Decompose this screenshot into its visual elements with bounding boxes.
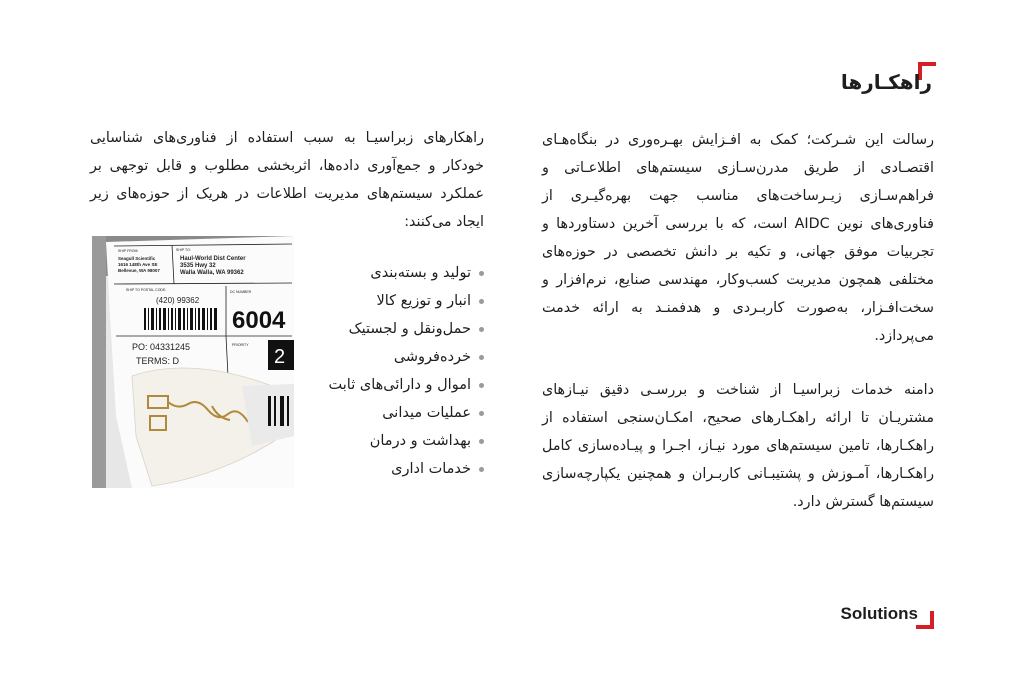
bullet-icon [479, 271, 484, 276]
bullet-icon [479, 327, 484, 332]
from-name: Seagull Scientific [118, 256, 156, 261]
to-addr2: Walla Walla, WA 99362 [180, 270, 244, 276]
ship-from-label: SHIP FROM: [118, 249, 139, 253]
dc-number: 6004 [232, 307, 286, 334]
to-addr1: 3535 Hwy 32 [180, 263, 216, 269]
from-addr1: 1616 148th Ave SE [118, 262, 158, 267]
to-name: Haul-World Dist Center [180, 256, 246, 262]
list-item: حمل‌ونقل و لجستیک [329, 315, 484, 343]
po-number: PO: 04331245 [132, 342, 191, 352]
application-areas-list [329, 259, 484, 483]
bullet-icon [479, 467, 484, 472]
bullet-icon [479, 439, 484, 444]
ship-to-label: SHIP TO: [176, 248, 191, 252]
bullet-icon [479, 383, 484, 388]
footer-title: Solutions [840, 604, 918, 623]
page-title: راهکـارها [840, 70, 932, 94]
services-paragraph: دامنه خدمات زبراسیـا از شناخت و بررسـی دقیق نیـازهای مشتریـان تا ارائه راهکـارهای صحیح، امکـان‌سنجی استفاده از راهکـارها، تامین سیستم‌های مورد نیـاز، اجـرا و پیـاده‌سازی کامل راهکـارها، آمـوزش و پشتیبـانی کاربـران و همچنین یکپارچه‌سازی سیستم‌ها گسترش دارد. [542, 382, 934, 510]
list-item: تولید و بسته‌بندی [329, 259, 484, 287]
list-item: خدمات اداری [329, 455, 484, 483]
list-item: عملیات میدانی [329, 399, 484, 427]
dc-label: DC NUMBER [230, 290, 252, 294]
mission-section [542, 126, 934, 516]
bullet-icon [479, 299, 484, 304]
list-item: خرده‌فروشی [329, 343, 484, 371]
from-addr2: Bellevue, WA 98007 [118, 268, 160, 273]
list-item: اموال و دارائی‌های ثابت [329, 371, 484, 399]
bullet-icon [479, 411, 484, 416]
list-item: بهداشت و درمان [329, 427, 484, 455]
priority-number: 2 [274, 346, 286, 368]
solutions-intro: راهکارهای زبراسیـا به سبب استفاده از فناوری‌های شناسایی خودکار و جمع‌آوری داده‌ها، اثربخشی مطلوب و قابل توجهی بر عملکرد سیستم‌های مدیریت اطلاعات در هریک از حوزه‌های زیر ایجاد می‌کنند: [90, 130, 484, 230]
shipping-label-image [92, 236, 294, 488]
list-item: انبار و توزیع کالا [329, 287, 484, 315]
terms: TERMS: D [136, 356, 180, 366]
postal-label: SHIP TO POSTAL CODE: [126, 288, 167, 292]
mission-paragraph: رسالت این شـرکت؛ کمک به افـزایش بهـره‌وری در بنگاه‌هـای اقتصـادی از طریق مدرن‌سـازی سیستم‌های اطلاعـاتی و فراهم‌سـازی زیـرساخت‌های مناسب جهت بهره‌گیـری از فناوری‌های نوین AIDC است، که با بررسی آخرین دستاوردها و تجربیات موفق جهانی، و تکیه بر دانش تخصصی در حوزه‌های مختلفی همچون مدیریت کسب‌وکار، مهندسی صنایع، نرم‌افزار و سخت‌افـزار، به‌صورت کاربـردی و هدفمنـد به ارائه خدمت می‌پردازد. [542, 132, 934, 344]
priority-label: PRIORITY [232, 343, 249, 347]
postal-code: (420) 99362 [156, 296, 200, 305]
bullet-icon [479, 355, 484, 360]
footer-corner-accent [916, 611, 934, 629]
